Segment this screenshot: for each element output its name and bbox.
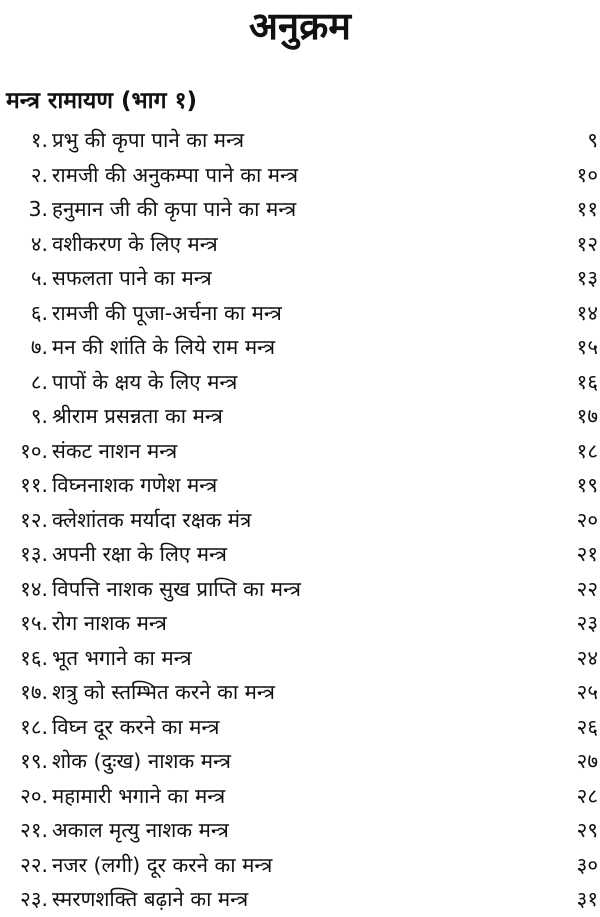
entry-number: १. (30, 128, 48, 152)
entry-page-number: १९ (576, 473, 598, 497)
toc-entry (0, 399, 600, 434)
toc-entry (0, 503, 600, 538)
toc-entry (0, 572, 600, 607)
entry-title: संकट नाशन मन्त्र (52, 438, 178, 463)
entry-page-number: २६ (576, 714, 598, 739)
toc-entry (0, 710, 600, 745)
entry-number: १३. (20, 542, 48, 566)
entry-number: १४. (20, 576, 48, 601)
entry-page-number: १६ (576, 369, 598, 394)
entry-number: १९. (20, 749, 48, 773)
entry-number: ६. (30, 300, 48, 325)
entry-page-number: २५ (576, 680, 598, 704)
entry-title: रामजी की अनुकम्पा पाने का मन्त्र (52, 162, 299, 187)
entry-title: पापों के क्षय के लिए मन्त्र (52, 369, 238, 394)
entry-title: नजर (लगी) दूर करने का मन्त्र (52, 852, 273, 877)
entry-number: १६. (20, 645, 48, 670)
toc-entry (0, 848, 600, 883)
entry-title: शोक (दुःख) नाशक मन्त्र (52, 749, 231, 773)
entry-title: रामजी की पूजा-अर्चना का मन्त्र (52, 300, 282, 325)
entry-page-number: २८ (576, 783, 598, 808)
entry-number: ७. (30, 335, 48, 359)
entry-number: १८. (20, 714, 48, 739)
entry-page-number: १२ (576, 231, 598, 256)
toc-entry (0, 158, 600, 193)
toc-entry (0, 744, 600, 779)
toc-entry (0, 882, 600, 917)
entry-number: २१. (20, 818, 48, 842)
section-heading: मन्त्र रामायण (भाग १) (6, 88, 198, 114)
entry-page-number: १४ (576, 300, 598, 325)
entry-number: ८. (30, 369, 48, 394)
entry-page-number: २० (576, 507, 598, 532)
toc-entry (0, 779, 600, 814)
entry-page-number: १५ (576, 335, 598, 359)
entry-number: २०. (20, 783, 48, 808)
entry-number: २. (30, 162, 48, 187)
entry-title: मन की शांति के लिये राम मन्त्र (52, 335, 276, 359)
entry-title: महामारी भगाने का मन्त्र (52, 783, 226, 808)
entry-number: ४. (30, 231, 48, 256)
toc-entry (0, 296, 600, 331)
table-of-contents (0, 123, 600, 917)
entry-number: १२. (20, 507, 48, 532)
entry-title: अपनी रक्षा के लिए मन्त्र (52, 542, 227, 566)
entry-title: वशीकरण के लिए मन्त्र (52, 231, 218, 256)
entry-title: प्रभु की कृपा पाने का मन्त्र (52, 128, 245, 152)
entry-page-number: २७ (576, 749, 598, 773)
entry-number: ११. (20, 473, 48, 497)
entry-page-number: २१ (576, 542, 598, 566)
entry-number: १५. (20, 611, 48, 635)
entry-title: हनुमान जी की कृपा पाने का मन्त्र (52, 197, 297, 221)
toc-entry (0, 606, 600, 641)
toc-entry (0, 641, 600, 676)
entry-page-number: २९ (576, 818, 598, 842)
entry-page-number: ९ (587, 128, 598, 152)
entry-number: ५. (30, 266, 48, 290)
entry-title: विघ्न दूर करने का मन्त्र (52, 714, 220, 739)
entry-page-number: १० (576, 162, 598, 187)
toc-entry (0, 468, 600, 503)
toc-entry (0, 261, 600, 296)
entry-page-number: १८ (576, 438, 598, 463)
entry-page-number: २३ (576, 611, 598, 635)
toc-entry (0, 227, 600, 262)
entry-page-number: १३ (576, 266, 598, 290)
entry-title: सफलता पाने का मन्त्र (52, 266, 212, 290)
toc-entry (0, 537, 600, 572)
entry-title: भूत भगाने का मन्त्र (52, 645, 192, 670)
entry-page-number: ३१ (576, 887, 598, 911)
entry-page-number: २४ (576, 645, 598, 670)
toc-entry (0, 813, 600, 848)
entry-number: १०. (20, 438, 48, 463)
entry-page-number: १७ (576, 404, 598, 428)
entry-title: क्लेशांतक मर्यादा रक्षक मंत्र (52, 507, 252, 532)
entry-title: विघ्ननाशक गणेश मन्त्र (52, 473, 218, 497)
toc-entry (0, 123, 600, 158)
entry-number: ९. (30, 404, 48, 428)
toc-entry (0, 434, 600, 469)
entry-title: विपत्ति नाशक सुख प्राप्ति का मन्त्र (52, 576, 301, 601)
entry-title: स्मरणशक्ति बढ़ाने का मन्त्र (52, 887, 249, 911)
entry-page-number: ११ (576, 197, 598, 221)
toc-entry (0, 365, 600, 400)
entry-number: 3. (28, 197, 48, 221)
entry-number: २३. (20, 887, 48, 911)
entry-number: २२. (20, 852, 48, 877)
entry-title: शत्रु को स्तम्भित करने का मन्त्र (52, 680, 275, 704)
toc-entry (0, 330, 600, 365)
entry-title: श्रीराम प्रसन्नता का मन्त्र (52, 404, 223, 428)
entry-page-number: ३० (576, 852, 598, 877)
toc-entry (0, 675, 600, 710)
entry-page-number: २२ (576, 576, 598, 601)
toc-entry (0, 192, 600, 227)
entry-title: अकाल मृत्यु नाशक मन्त्र (52, 818, 229, 842)
entry-title: रोग नाशक मन्त्र (52, 611, 167, 635)
page-title: अनुक्रम (248, 3, 352, 48)
entry-number: १७. (20, 680, 48, 704)
